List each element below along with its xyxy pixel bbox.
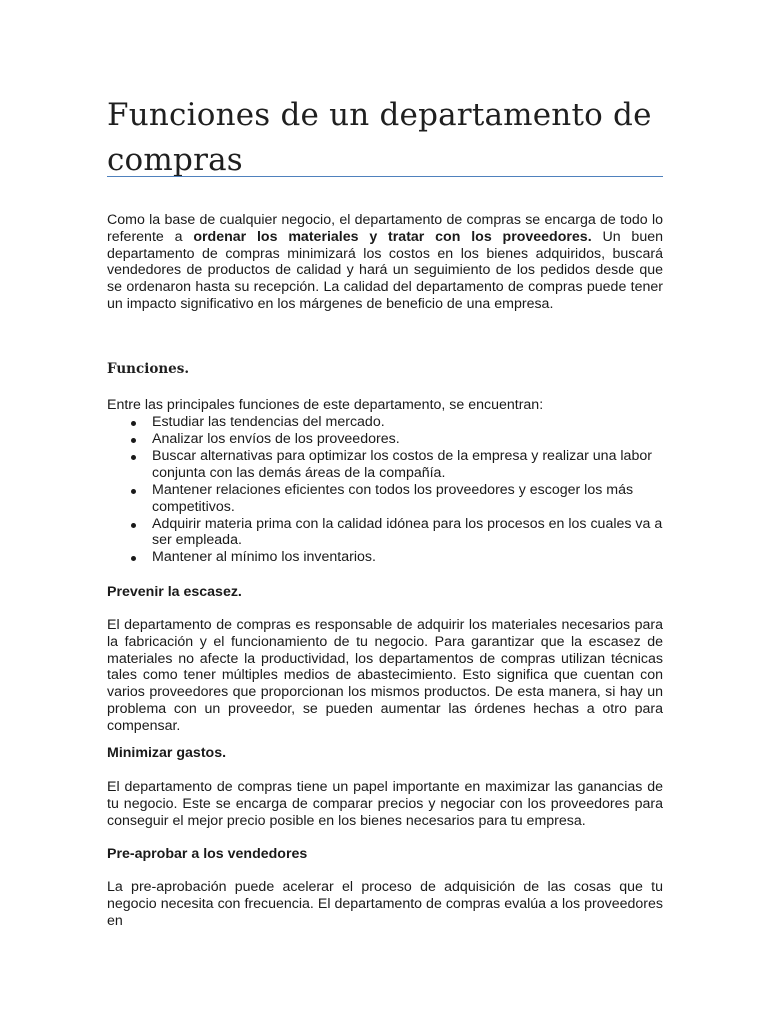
list-item-text: Estudiar las tendencias del mercado.: [152, 414, 385, 430]
intro-text-before: Como la base de cualquier negocio, el departamento de compras se encarga de todo lo referente a: [107, 212, 663, 245]
funciones-lead: Entre las principales funciones de este departamento, se encuentran:: [107, 397, 544, 413]
list-item-text: Mantener relaciones eficientes con todos los proveedores y escoger los más competitivos.: [152, 481, 634, 515]
section-body-minimizar: El departamento de compras tiene un papel importante en maximizar las ganancias de tu negocio. Este se encarga de comparar precios y negociar con los proveedores para conseguir el mejor precio posible en los bienes necesarios para tu empresa.: [107, 779, 663, 829]
bullet-icon: [131, 523, 136, 528]
bullet-icon: [131, 556, 136, 561]
list-item: [107, 549, 663, 566]
section-heading-minimizar: Minimizar gastos.: [107, 745, 227, 761]
section-heading-preaprobar: Pre-aprobar a los vendedores: [107, 846, 308, 862]
section-body-preaprobar: La pre-aprobación puede acelerar el proceso de adquisición de las cosas que tu negocio necesita con frecuencia. El departamento de compras evalúa a los proveedores en: [107, 879, 663, 929]
list-item-text: Adquirir materia prima con la calidad idónea para los procesos en los cuales va a ser empleada.: [152, 515, 663, 549]
intro-paragraph: [107, 212, 663, 313]
title-underline: [107, 176, 663, 177]
list-item: [107, 516, 663, 550]
section-heading-prevenir: Prevenir la escasez.: [107, 584, 242, 600]
list-item: [107, 448, 663, 482]
document-title: Funciones de un departamento de compras: [107, 97, 652, 178]
list-item: [107, 482, 663, 516]
list-item: [107, 414, 663, 431]
list-item-text: Buscar alternativas para optimizar los costos de la empresa y realizar una labor conjunta con las demás áreas de la compañía.: [152, 447, 652, 481]
funciones-list: [107, 414, 663, 566]
bullet-icon: [131, 421, 136, 426]
funciones-heading: Funciones.: [107, 361, 190, 377]
bullet-icon: [131, 455, 136, 460]
intro-text-after: Un buen departamento de compras minimizará los costos en los bienes adquiridos, buscará vendedores de productos de calidad y hará un seguimiento de los pedidos desde que se ordenaron hasta su recepción. La calidad del departamento de compras puede tener un impacto significativo en los márgenes de beneficio de una empresa.: [107, 228, 663, 312]
bullet-icon: [131, 438, 136, 443]
list-item: [107, 431, 663, 448]
bullet-icon: [131, 489, 136, 494]
intro-text-bold: ordenar los materiales y tratar con los proveedores.: [193, 228, 592, 245]
list-item-text: Mantener al mínimo los inventarios.: [152, 549, 376, 566]
section-body-prevenir: El departamento de compras es responsable de adquirir los materiales necesarios para la fabricación y el funcionamiento de tu negocio. Para garantizar que la escasez de materiales no afecte la productividad, los departamentos de compras utilizan técnicas tales como tener múltiples medios de abastecimiento. Esto significa que cuentan con varios proveedores que proporcionan los mismos productos. De esta manera, si hay un problema con un proveedor, se pueden aumentar las órdenes hechas a otro para compensar.: [107, 617, 663, 734]
list-item-text: Analizar los envíos de los proveedores.: [152, 430, 400, 447]
